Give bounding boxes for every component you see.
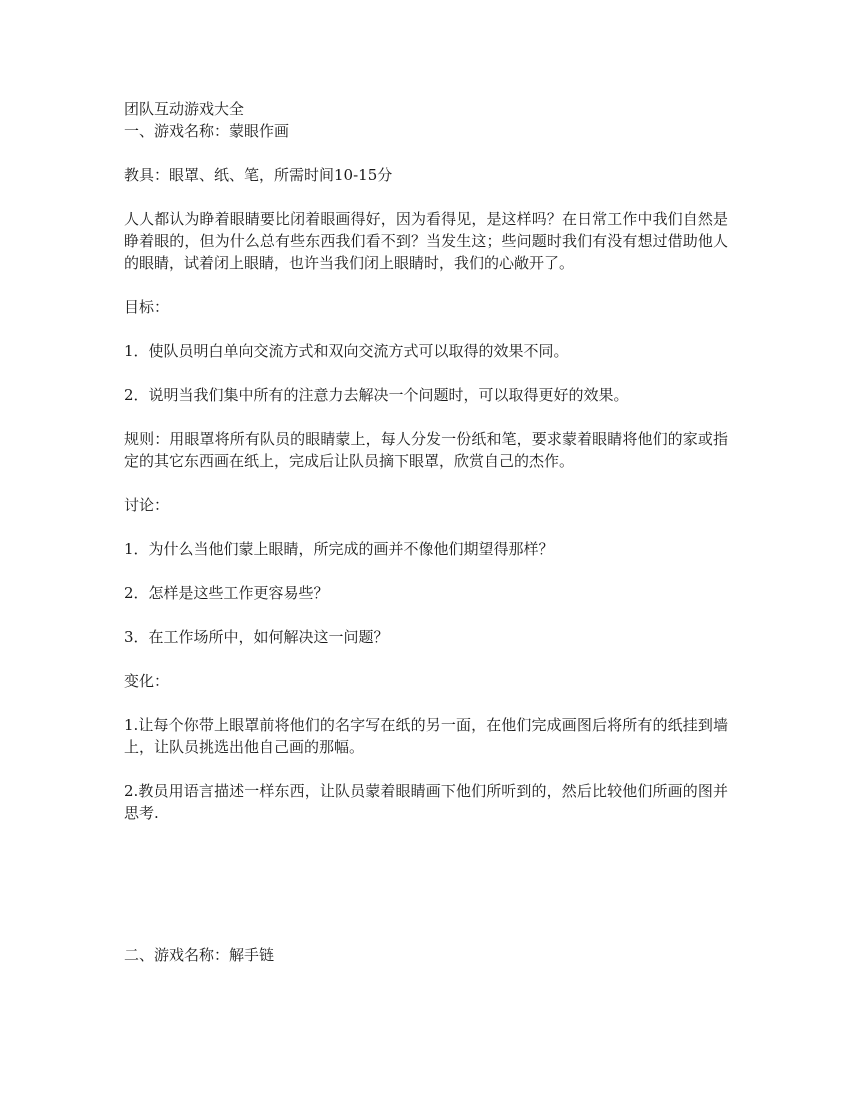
game1-discussion-item: 2．怎样是这些工作更容易些？ [124, 584, 329, 602]
game1-variation-item: 2.教员用语言描述一样东西，让队员蒙着眼睛画下他们所听到的，然后比较他们所画的图并思考. [124, 782, 728, 822]
game1-variation-item: 1.让每个你带上眼罩前将他们的名字写在纸的另一面，在他们完成画图后将所有的纸挂到墙上，让队员挑选出他自己画的那幅。 [124, 716, 728, 756]
game1-discussion-label: 讨论： [124, 496, 170, 514]
game1-heading: 一、游戏名称：蒙眼作画 [124, 122, 290, 140]
game2-heading: 二、游戏名称：解手链 [124, 946, 275, 964]
game1-discussion-item: 1．为什么当他们蒙上眼睛，所完成的画并不像他们期望得那样？ [124, 540, 554, 558]
game1-materials: 教具：眼罩、纸、笔，所需时间10-15分 [124, 166, 393, 184]
game1-intro: 人人都认为睁着眼睛要比闭着眼画得好，因为看得见，是这样吗？在日常工作中我们自然是睁着眼的，但为什么总有些东西我们看不到？当发生这；些问题时我们有没有想过借助他人的眼睛，试着闭上眼睛，也许当我们闭上眼睛时，我们的心敞开了。 [124, 210, 728, 272]
game1-rules: 规则：用眼罩将所有队员的眼睛蒙上，每人分发一份纸和笔，要求蒙着眼睛将他们的家或指定的其它东西画在纸上，完成后让队员摘下眼罩，欣赏自己的杰作。 [124, 430, 728, 470]
game1-goal-item: 2．说明当我们集中所有的注意力去解决一个问题时，可以取得更好的效果。 [124, 386, 629, 404]
game1-discussion-item: 3．在工作场所中，如何解决这一问题？ [124, 628, 389, 646]
game1-goal-item: 1．使队员明白单向交流方式和双向交流方式可以取得的效果不同。 [124, 342, 569, 360]
document-title: 团队互动游戏大全 [124, 100, 245, 118]
game1-goal-label: 目标： [124, 298, 170, 316]
game1-variation-label: 变化： [124, 672, 170, 690]
document-body [124, 98, 728, 824]
